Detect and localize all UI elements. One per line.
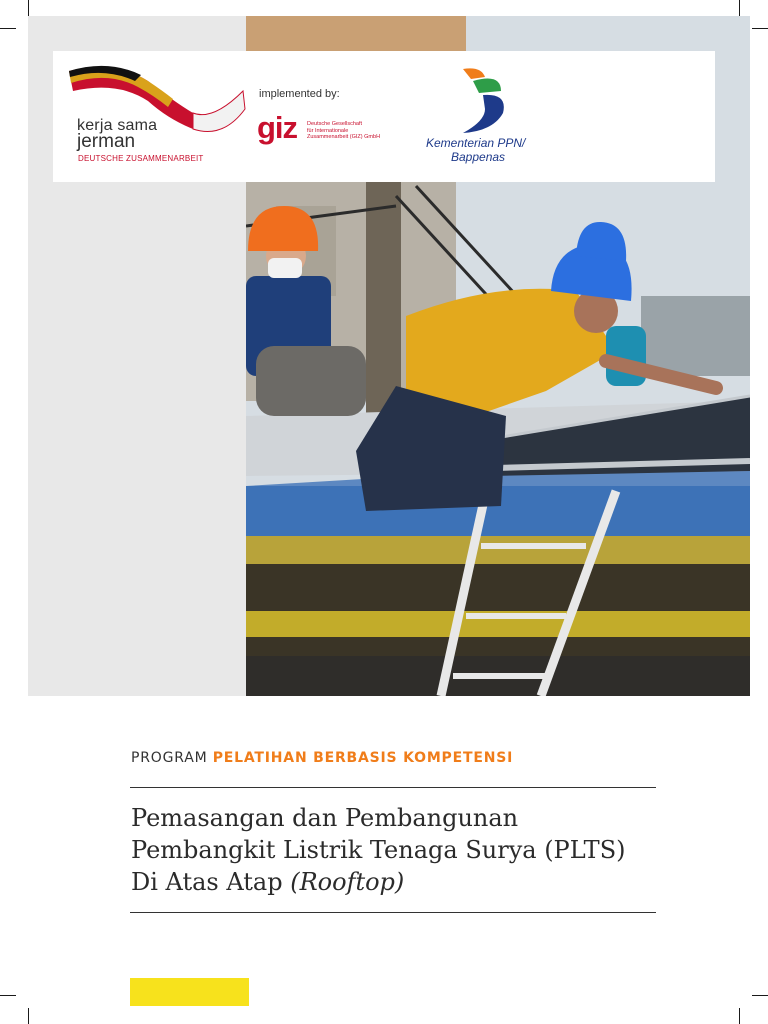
giz-subtitle: [307, 121, 397, 141]
bottom-divider: [130, 912, 656, 913]
yellow-accent-block: [130, 978, 249, 1006]
crop-mark: [0, 28, 16, 29]
partner-jerman: jerman: [77, 131, 136, 152]
giz-subtitle-line: Zusammenarbeit (GIZ) GmbH: [307, 134, 381, 140]
top-divider: [130, 787, 656, 788]
giz-subtitle-line: für Internationale: [307, 127, 349, 134]
giz-logo: giz: [257, 110, 298, 145]
crop-mark: [0, 995, 16, 996]
title-italic: (Rooftop): [290, 868, 405, 896]
crop-mark: [752, 28, 768, 29]
giz-subtitle-line: Deutsche Gesellschaft: [307, 121, 363, 127]
crop-mark: [28, 1008, 29, 1024]
title-line: [131, 866, 626, 898]
program-heading: [131, 750, 513, 766]
implemented-by-label: implemented by:: [259, 88, 340, 100]
ministry-name-line2: Bappenas: [451, 150, 506, 164]
title-line: Pemasangan dan Pembangunan: [131, 804, 519, 832]
partner-deutsche-zusammenarbeit: DEUTSCHE ZUSAMMENARBEIT: [78, 154, 204, 163]
program-label: PROGRAM: [131, 750, 208, 766]
crop-mark: [752, 995, 768, 996]
title-line: Pembangkit Listrik Tenaga Surya (PLTS): [131, 836, 626, 864]
program-name: PELATIHAN BERBASIS KOMPETENSI: [212, 750, 514, 766]
crop-mark: [739, 0, 740, 16]
crop-mark: [28, 0, 29, 16]
partner-kerja-sama: kerja sama: [77, 117, 158, 134]
ministry-name-line1: Kementerian PPN/: [426, 136, 526, 150]
title-line3-text: Di Atas Atap: [131, 868, 283, 896]
document-title: [131, 802, 626, 898]
crop-mark: [739, 1008, 740, 1024]
